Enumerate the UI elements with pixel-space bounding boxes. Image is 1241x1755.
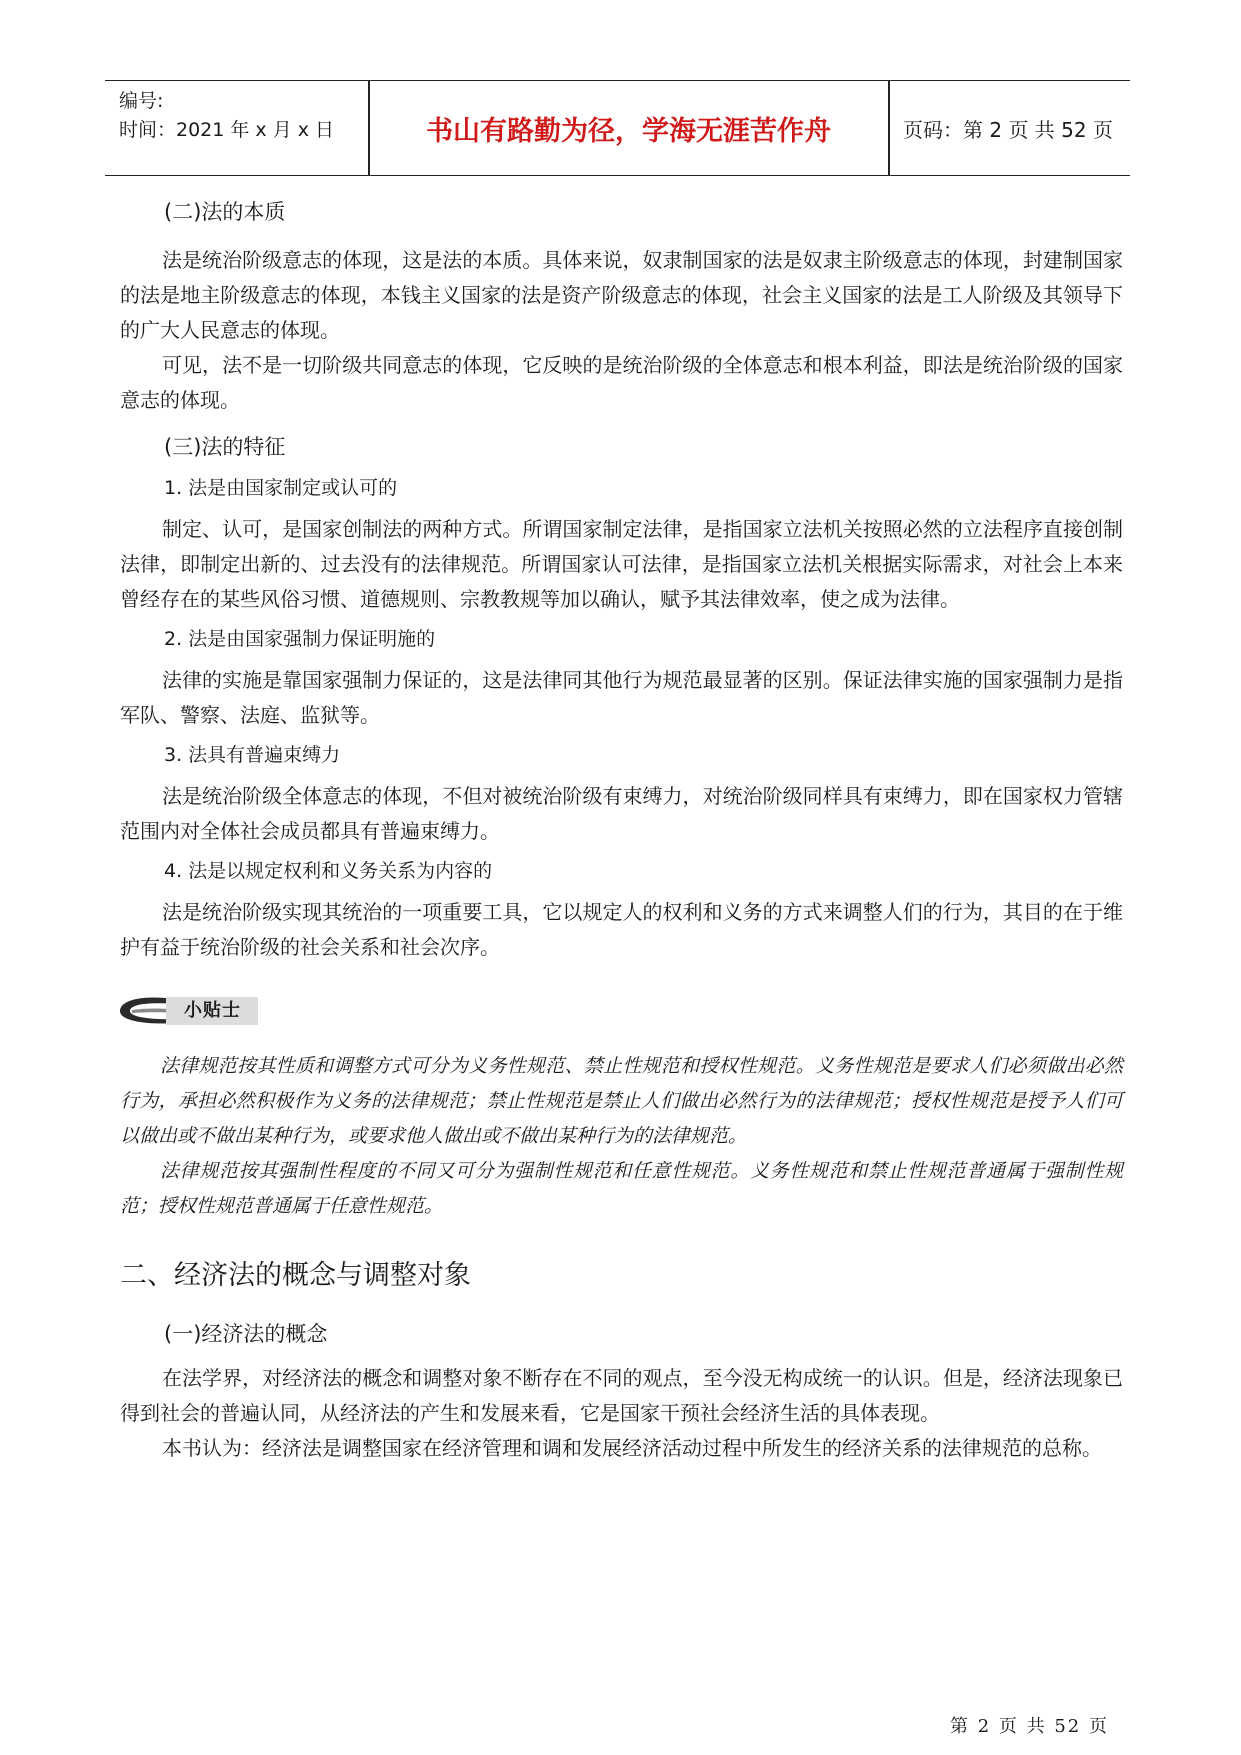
number-label: 编号: bbox=[119, 90, 164, 112]
paragraph: 可见，法不是一切阶级共同意志的体现，它反映的是统治阶级的全体意志和根本利益，即法是统治阶级的国家意志的体现。 bbox=[120, 353, 1123, 412]
paragraph: 法是统治阶级全体意志的体现，不但对被统治阶级有束缚力，对统治阶级同样具有束缚力，即在国家权力管辖范围内对全体社会成员都具有普遍束缚力。 bbox=[120, 784, 1123, 843]
section-heading: (三)法的特征 bbox=[164, 435, 286, 459]
paragraph: 制定、认可，是国家创制法的两种方式。所谓国家制定法律，是指国家立法机关按照必然的立法程序直接创制法律，即制定出新的、过去没有的法律规范。所谓国家认可法律，是指国家立法机关根据实际需求，对社会上本来曾经存在的某些风俗习惯、道德规则、宗教教规等加以确认，赋予其法律效率，使之成为法律。 bbox=[120, 517, 1123, 611]
paragraph: 在法学界，对经济法的概念和调整对象不断存在不同的观点，至今没无构成统一的认识。但是，经济法现象已得到社会的普遍认同，从经济法的产生和发展来看，它是国家干预社会经济生活的具体表现。 bbox=[120, 1366, 1123, 1425]
feature-heading: 3. 法具有普遍束缚力 bbox=[164, 744, 341, 766]
page-footer: 第 2 页 共 52 页 bbox=[950, 1716, 1109, 1737]
section-heading: (一)经济法的概念 bbox=[164, 1322, 328, 1346]
header-divider bbox=[888, 81, 890, 175]
tip-banner bbox=[116, 993, 263, 1029]
header-meta bbox=[119, 87, 369, 145]
document-header bbox=[105, 80, 1130, 176]
feature-heading: 1. 法是由国家制定或认可的 bbox=[164, 477, 398, 499]
tip-paragraph: 法律规范按其性质和调整方式可分为义务性规范、禁止性规范和授权性规范。义务性规范是要求人们必须做出必然行为，承担必然积极作为义务的法律规范；禁止性规范是禁止人们做出必然行为的法律规范；授权性规范是授予人们可以做出或不做出某种行为，或要求他人做出或不做出某种行为的法律规范。 bbox=[120, 1055, 1123, 1147]
paragraph: 法律的实施是靠国家强制力保证的，这是法律同其他行为规范最显著的区别。保证法律实施的国家强制力是指军队、警察、法庭、监狱等。 bbox=[120, 668, 1123, 727]
chapter-heading: 二、经济法的概念与调整对象 bbox=[120, 1260, 471, 1291]
header-page-code: 页码：第 2 页 共 52 页 bbox=[903, 117, 1113, 142]
tip-paragraph: 法律规范按其强制性程度的不同又可分为强制性规范和任意性规范。义务性规范和禁止性规范普通属于强制性规范；授权性规范普通属于任意性规范。 bbox=[120, 1160, 1123, 1217]
paragraph: 法是统治阶级意志的体现，这是法的本质。具体来说，奴隶制国家的法是奴隶主阶级意志的体现，封建制国家的法是地主阶级意志的体现，本钱主义国家的法是资产阶级意志的体现，社会主义国家的法是工人阶级及其领导下的广大人民意志的体现。 bbox=[120, 248, 1123, 342]
paragraph: 本书认为：经济法是调整国家在经济管理和调和发展经济活动过程中所发生的经济关系的法律规范的总称。 bbox=[162, 1436, 1102, 1460]
document-body bbox=[120, 199, 1123, 1466]
paragraph: 法是统治阶级实现其统治的一项重要工具，它以规定人的权利和义务的方式来调整人们的行为，其目的在于维护有益于统治阶级的社会关系和社会次序。 bbox=[120, 900, 1123, 959]
feature-heading: 2. 法是由国家强制力保证明施的 bbox=[164, 628, 436, 650]
section-heading: (二)法的本质 bbox=[164, 200, 286, 224]
feature-heading: 4. 法是以规定权利和义务关系为内容的 bbox=[164, 860, 493, 882]
header-motto: 书山有路勤为径，学海无涯苦作舟 bbox=[426, 115, 831, 147]
tip-label: 小贴士 bbox=[166, 997, 258, 1025]
time-label: 时间：2021 年 x 月 x 日 bbox=[119, 119, 335, 141]
